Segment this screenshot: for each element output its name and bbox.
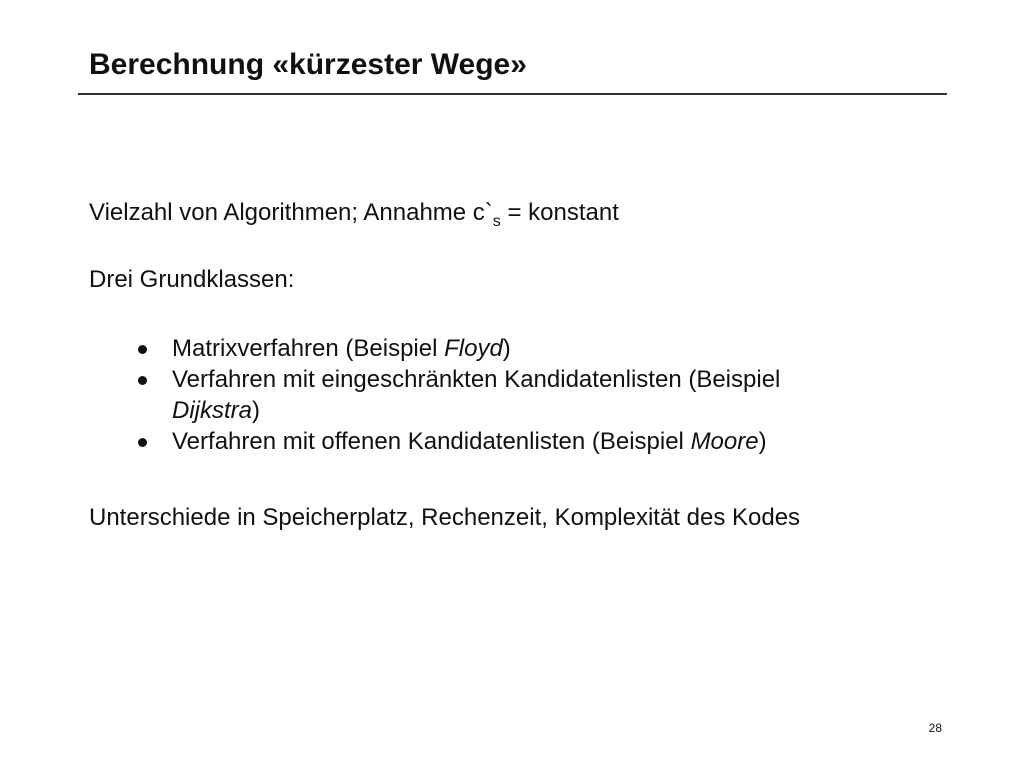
bullet-text: [172, 366, 916, 426]
bullet-continuation: [172, 395, 916, 426]
bullet-example: Floyd: [444, 335, 503, 362]
slide-title: Berechnung «kürzester Wege»: [89, 48, 527, 81]
page-number: 28: [928, 721, 942, 735]
classes-heading: Drei Grundklassen:: [89, 266, 295, 293]
bullet-icon: [138, 438, 147, 447]
list-item-matrixverfahren: [136, 333, 916, 364]
intro-prefix: Vielzahl von Algorithmen; Annahme c`: [89, 199, 493, 226]
bullet-text: [172, 428, 767, 455]
bullet-description: Matrixverfahren (Beispiel: [172, 335, 445, 362]
bullet-example: Moore: [690, 428, 759, 455]
bullet-description: Verfahren mit eingeschränkten Kandidatenlisten (Beispiel: [172, 366, 781, 393]
intro-line: [89, 198, 619, 228]
bullet-icon: [138, 376, 147, 385]
bullet-description: Verfahren mit offenen Kandidatenlisten (Beispiel: [172, 428, 691, 455]
bullet-close: ): [252, 397, 261, 424]
intro-subscript: s: [492, 213, 501, 230]
intro-suffix: = konstant: [500, 199, 619, 226]
algorithm-class-list: [136, 333, 916, 457]
bullet-text: [172, 335, 511, 362]
bullet-example: Dijkstra: [172, 397, 253, 424]
differences-line: Unterschiede in Speicherplatz, Rechenzeit, Komplexität des Kodes: [89, 504, 801, 531]
bullet-icon: [138, 345, 147, 354]
title-divider: [78, 93, 947, 95]
bullet-close: ): [502, 335, 511, 362]
bullet-close: ): [758, 428, 767, 455]
list-item-eingeschraenkte-kandidatenlisten: [136, 364, 916, 426]
list-item-offene-kandidatenlisten: [136, 426, 916, 457]
